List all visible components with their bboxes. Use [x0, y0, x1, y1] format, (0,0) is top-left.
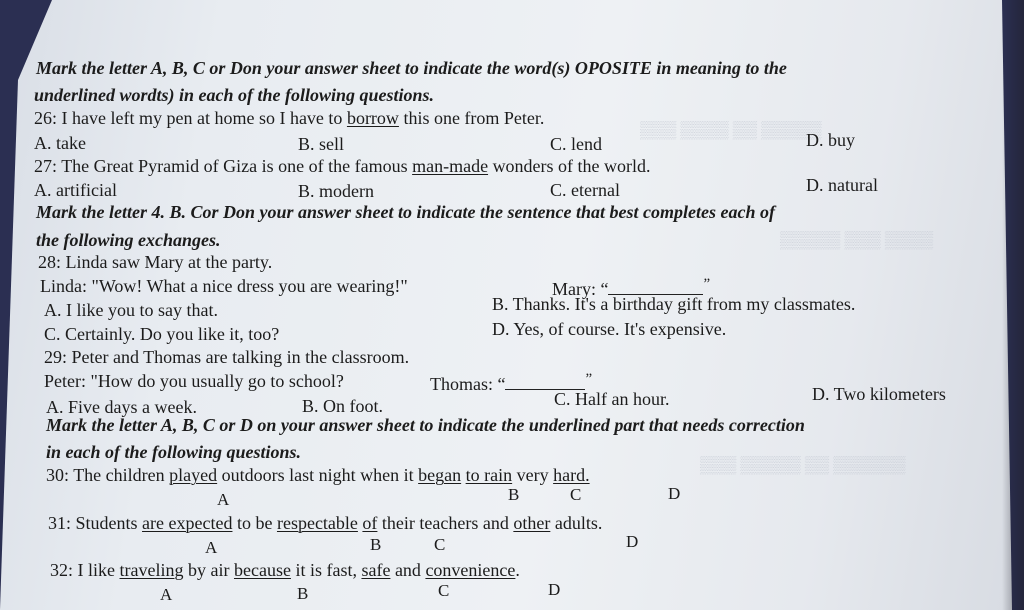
question-number: 26: — [34, 108, 58, 128]
option-a: A. take — [34, 133, 86, 153]
question-30-stem: 30: The children played outdoors last night when it began to rain very hard. — [46, 465, 590, 485]
part-label-a: A — [205, 538, 218, 557]
part-label-d: D — [668, 484, 681, 503]
underlined-part-d: hard. — [553, 465, 590, 485]
option-c: C. Certainly. Do you like it, too? — [44, 324, 280, 344]
option-b: B. On foot. — [302, 396, 383, 416]
instruction-completes-line2: the following exchanges. — [36, 230, 221, 250]
option-c: C. Half an hour. — [554, 389, 670, 409]
show-through-text: ▒▒▒ ▒▒▒▒ ▒▒ ▒▒▒▒▒ — [640, 120, 822, 139]
show-through-text: ▒▒▒▒▒ ▒▒▒ ▒▒▒▒ — [780, 230, 934, 249]
instruction-correction-line2: in each of the following questions. — [46, 442, 302, 462]
underlined-part-a: played — [169, 465, 218, 485]
underlined-part-a: are expected — [142, 513, 233, 533]
underlined-part-b: because — [233, 560, 291, 580]
underlined-word: man-made — [412, 156, 489, 176]
question-number: 30: — [46, 465, 70, 485]
part-label-c: C — [438, 581, 450, 600]
underlined-part-d: other — [513, 513, 551, 533]
underlined-part-c: of — [362, 513, 378, 533]
part-label-a: A — [160, 585, 173, 604]
question-31-stem: 31: Students are expected to be respectable of their teachers and other adults. — [48, 513, 603, 533]
option-d: D. Yes, of course. It's expensive. — [492, 319, 727, 339]
option-a: A. I like you to say that. — [44, 300, 218, 320]
question-29-thomas: Thomas: “ ” — [430, 371, 593, 394]
part-label-b: B — [297, 584, 309, 603]
option-a: A. artificial — [34, 180, 117, 200]
question-28-mary: Mary: “ ” — [552, 276, 711, 299]
question-29-peter: Peter: "How do you usually go to school? — [44, 371, 344, 391]
question-number: 31: — [48, 513, 72, 533]
option-d: D. Two kilometers — [812, 384, 946, 404]
option-a: A. Five days a week. — [46, 397, 197, 417]
page-edge-shadow — [1002, 0, 1024, 610]
underlined-word: borrow — [346, 108, 399, 128]
instruction-completes-line1: Mark the letter 4. B. Cor Don your answer sheet to indicate the sentence that best completes each of — [36, 202, 775, 222]
underlined-part-c: safe — [361, 560, 391, 580]
question-number: 27: — [34, 156, 58, 176]
part-label-c: C — [434, 535, 446, 554]
underlined-part-c: to rain — [465, 465, 513, 485]
part-label-a: A — [217, 490, 230, 509]
show-through-text: ▒▒▒ ▒▒▒▒▒ ▒▒ ▒▒▒▒▒▒ — [700, 455, 906, 474]
option-d: D. natural — [806, 175, 878, 195]
part-label-b: B — [508, 485, 520, 504]
question-27-stem: 27: The Great Pyramid of Giza is one of the famous man-made wonders of the world. — [34, 156, 651, 176]
option-c: C. eternal — [550, 180, 620, 200]
option-b: B. modern — [298, 181, 374, 201]
underlined-part-b: began — [418, 465, 462, 485]
underlined-part-b: respectable — [276, 513, 358, 533]
part-label-d: D — [626, 532, 639, 551]
option-d: D. buy — [806, 130, 855, 150]
instruction-opposite-line1: Mark the letter A, B, C or Don your answer sheet to indicate the word(s) OPOSITE in meaning to the — [36, 58, 787, 78]
underlined-part-d: convenience — [425, 560, 516, 580]
underlined-part-a: traveling — [119, 560, 184, 580]
part-label-b: B — [370, 535, 382, 554]
instruction-correction-line1: Mark the letter A, B, C or D on your answer sheet to indicate the underlined part that needs correction — [46, 415, 805, 435]
instruction-opposite-line2: underlined wordts) in each of the following questions. — [34, 85, 435, 105]
question-28-stem: 28: Linda saw Mary at the party. — [38, 252, 273, 272]
question-29-stem: 29: Peter and Thomas are talking in the classroom. — [44, 347, 410, 367]
part-label-d: D — [548, 580, 561, 599]
question-26-stem: 26: I have left my pen at home so I have to borrow this one from Peter. — [34, 108, 545, 128]
question-32-stem: 32: I like traveling by air because it is fast, safe and convenience. — [50, 560, 520, 580]
question-28-linda: Linda: "Wow! What a nice dress you are wearing!" — [40, 276, 408, 296]
part-label-c: C — [570, 485, 582, 504]
option-c: C. lend — [550, 134, 602, 154]
option-b: B. sell — [298, 134, 345, 154]
question-number: 32: — [50, 560, 74, 580]
option-b: B. Thanks. It's a birthday gift from my classmates. — [492, 294, 856, 314]
